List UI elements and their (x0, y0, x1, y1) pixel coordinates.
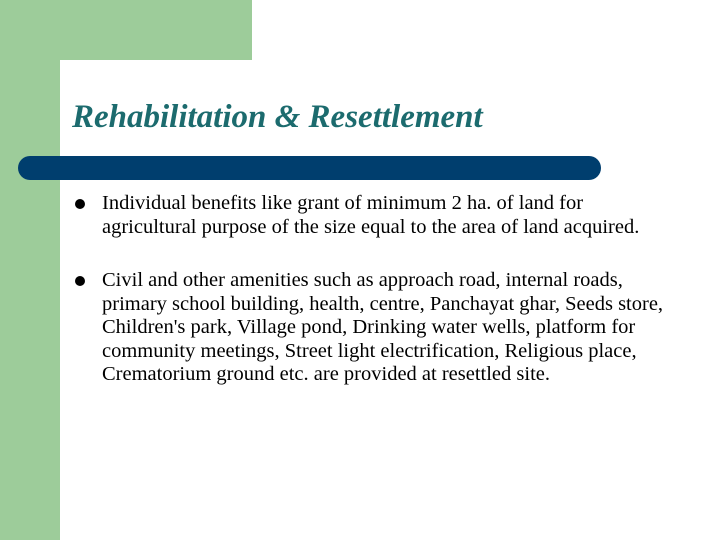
bullet-dot-icon (75, 276, 85, 286)
green-accent-left (0, 0, 60, 540)
bullet-dot-icon (75, 199, 85, 209)
bullet-item-civil-amenities (72, 269, 672, 387)
bullet-item-land-grant (72, 192, 672, 239)
bullet-list (72, 192, 672, 387)
title-divider-bar (18, 156, 601, 180)
slide-title: Rehabilitation & Resettlement (72, 99, 483, 135)
bullet-text: Individual benefits like grant of minimum 2 ha. of land for agricultural purpose of the size equal to the area of land acquired. (102, 192, 640, 238)
bullet-text: Civil and other amenities such as approach road, internal roads, primary school building, health, centre, Panchayat ghar, Seeds store, Children's park, Village pond, Drinking water wells, platform for community meetings, Street light electrification, Religious place, Crematorium ground etc. are provided at resettled site. (102, 269, 664, 385)
